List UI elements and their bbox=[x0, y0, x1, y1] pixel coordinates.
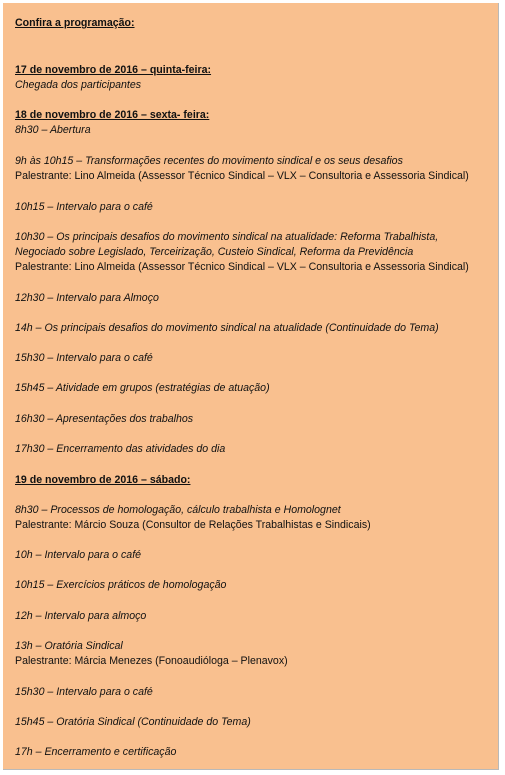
schedule-item: Chegada dos participantes bbox=[15, 79, 142, 91]
page-title: Confira a programação: bbox=[15, 17, 135, 29]
day-heading-18: 18 de novembro de 2016 – sexta- feira: bbox=[15, 109, 210, 121]
speaker-line: Palestrante: Márcio Souza (Consultor de Relações Trabalhistas e Sindicais) bbox=[15, 519, 371, 531]
schedule-item: 10h15 – Exercícios práticos de homologação bbox=[15, 579, 227, 591]
schedule-item: 17h30 – Encerramento das atividades do dia bbox=[15, 443, 226, 455]
schedule-item-continued: Negociado sobre Legislado, Terceirização, Custeio Sindical, Reforma da Previdência bbox=[15, 246, 414, 258]
schedule-panel bbox=[3, 3, 499, 770]
speaker-line: Palestrante: Lino Almeida (Assessor Técnico Sindical – VLX – Consultoria e Assessoria Sindical) bbox=[15, 170, 469, 182]
speaker-line: Palestrante: Márcia Menezes (Fonoaudióloga – Plenavox) bbox=[15, 655, 288, 667]
schedule-item: 8h30 – Abertura bbox=[15, 124, 91, 136]
schedule-item: 16h30 – Apresentações dos trabalhos bbox=[15, 413, 194, 425]
schedule-item: 15h30 – Intervalo para o café bbox=[15, 686, 153, 698]
schedule-item: 13h – Oratória Sindical bbox=[15, 640, 123, 652]
schedule-item: 10h – Intervalo para o café bbox=[15, 549, 142, 561]
schedule-item: 17h – Encerramento e certificação bbox=[15, 746, 177, 758]
schedule-item: 12h30 – Intervalo para Almoço bbox=[15, 292, 159, 304]
day-heading-19: 19 de novembro de 2016 – sábado: bbox=[15, 474, 191, 486]
schedule-item: 15h45 – Atividade em grupos (estratégias de atuação) bbox=[15, 382, 270, 394]
schedule-item: 8h30 – Processos de homologação, cálculo trabalhista e Homolognet bbox=[15, 504, 341, 516]
schedule-item: 12h – Intervalo para almoço bbox=[15, 610, 147, 622]
schedule-item: 15h30 – Intervalo para o café bbox=[15, 352, 153, 364]
schedule-item: 9h às 10h15 – Transformações recentes do movimento sindical e os seus desafios bbox=[15, 155, 403, 167]
schedule-item: 14h – Os principais desafios do movimento sindical na atualidade (Continuidade do Tema) bbox=[15, 322, 439, 334]
schedule-item: 15h45 – Oratória Sindical (Continuidade do Tema) bbox=[15, 716, 251, 728]
schedule-item: 10h15 – Intervalo para o café bbox=[15, 201, 153, 213]
speaker-line: Palestrante: Lino Almeida (Assessor Técnico Sindical – VLX – Consultoria e Assessoria Sindical) bbox=[15, 261, 469, 273]
day-heading-17: 17 de novembro de 2016 – quinta-feira: bbox=[15, 64, 212, 76]
schedule-item: 10h30 – Os principais desafios do movimento sindical na atualidade: Reforma Trabalhista, bbox=[15, 231, 439, 243]
